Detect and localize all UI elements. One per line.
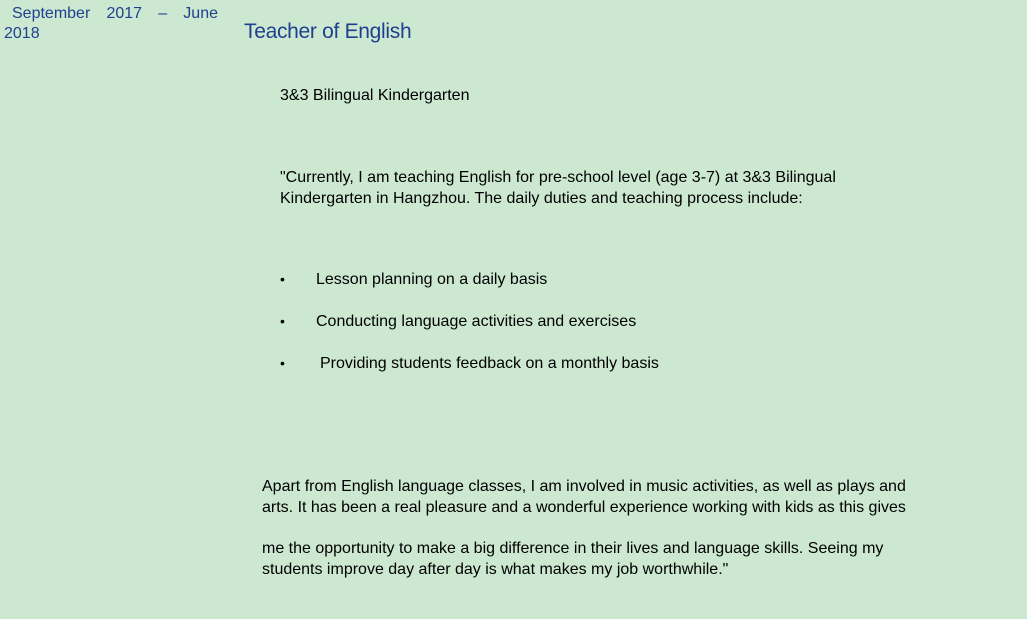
duty-text: Providing students feedback on a monthly basis xyxy=(320,355,659,372)
closing-line-3: me the opportunity to make a big difference in their lives and language skills. Seeing my xyxy=(262,540,884,557)
duty-text: Conducting language activities and exercises xyxy=(316,313,637,330)
closing-line-4: students improve day after day is what makes my job worthwhile." xyxy=(262,561,729,578)
employer-name: 3&3 Bilingual Kindergarten xyxy=(280,87,470,104)
bullet-icon: • xyxy=(280,271,285,287)
bullet-icon: • xyxy=(280,355,285,371)
paragraph-gap xyxy=(262,518,1002,538)
date-range-line-2: 2018 xyxy=(4,25,40,42)
bullet-icon: • xyxy=(280,313,285,329)
duty-text: Lesson planning on a daily basis xyxy=(316,271,548,288)
intro-paragraph xyxy=(280,167,980,209)
closing-line-1: Apart from English language classes, I am involved in music activities, as well as plays and xyxy=(262,478,906,495)
intro-line-1: "Currently, I am teaching English for pre-school level (age 3-7) at 3&3 Bilingual xyxy=(280,169,836,186)
date-range-line-1: September 2017 – June xyxy=(12,5,218,22)
intro-line-2: Kindergarten in Hangzhou. The daily duties and teaching process include: xyxy=(280,190,803,207)
closing-paragraph xyxy=(262,476,1002,580)
job-title: Teacher of English xyxy=(244,20,412,43)
closing-line-2: arts. It has been a real pleasure and a wonderful experience working with kids as this gives xyxy=(262,499,906,516)
date-range xyxy=(4,4,218,44)
